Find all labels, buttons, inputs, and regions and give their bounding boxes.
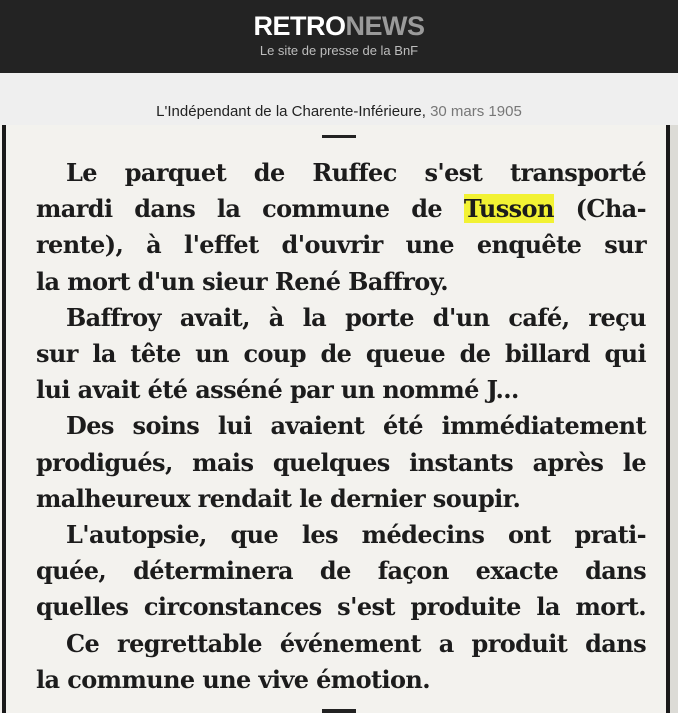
article-line: prodigués, mais quelques instants après le	[36, 447, 646, 477]
article-line: L'autopsie, que les médecins ont prati-	[66, 520, 646, 550]
logo-news: NEWS	[345, 11, 425, 41]
separator-dash-bottom	[322, 709, 356, 713]
site-header	[0, 0, 678, 73]
article-line-part: (Cha-	[553, 194, 646, 224]
publication-date: 30 mars 1905	[430, 103, 522, 120]
article-line: la mort d'un sieur René Baffroy.	[36, 266, 449, 296]
article-line-part: mardi dans la commune de	[36, 194, 464, 224]
article-line	[36, 191, 646, 227]
article-line: Baffroy avait, à la porte d'un café, reçu	[66, 302, 646, 332]
article-line: sur la tête un coup de queue de billard qui	[36, 339, 646, 369]
article-line: lui avait été asséné par un nommé J...	[36, 375, 519, 405]
article-line: Le parquet de Ruffec s'est transporté	[66, 158, 646, 187]
newspaper-clipping	[0, 125, 678, 713]
page-edge	[670, 125, 678, 713]
article-text	[36, 155, 646, 698]
retronews-logo[interactable]	[0, 10, 678, 42]
publication-name: L'Indépendant de la Charente-Inférieure,	[156, 103, 426, 120]
article-line: quée, déterminera de façon exacte dans	[36, 556, 646, 586]
column-rule-left	[2, 125, 6, 713]
article-line: quelles circonstances s'est produite la mort.	[36, 592, 646, 622]
logo-retro: RETRO	[253, 11, 346, 41]
article-line: la commune une vive émotion.	[36, 664, 431, 694]
source-caption	[0, 103, 678, 121]
highlighted-term: Tusson	[463, 194, 554, 224]
article-line: Des soins lui avaient été immédiatement	[66, 411, 646, 441]
article-line: Ce regrettable événement a produit dans	[66, 628, 646, 658]
article-line: rente), à l'effet d'ouvrir une enquête sur	[36, 230, 646, 260]
separator-dash-top	[322, 135, 356, 138]
site-tagline: Le site de presse de la BnF	[259, 43, 419, 58]
article-line: malheureux rendait le dernier soupir.	[36, 483, 521, 513]
